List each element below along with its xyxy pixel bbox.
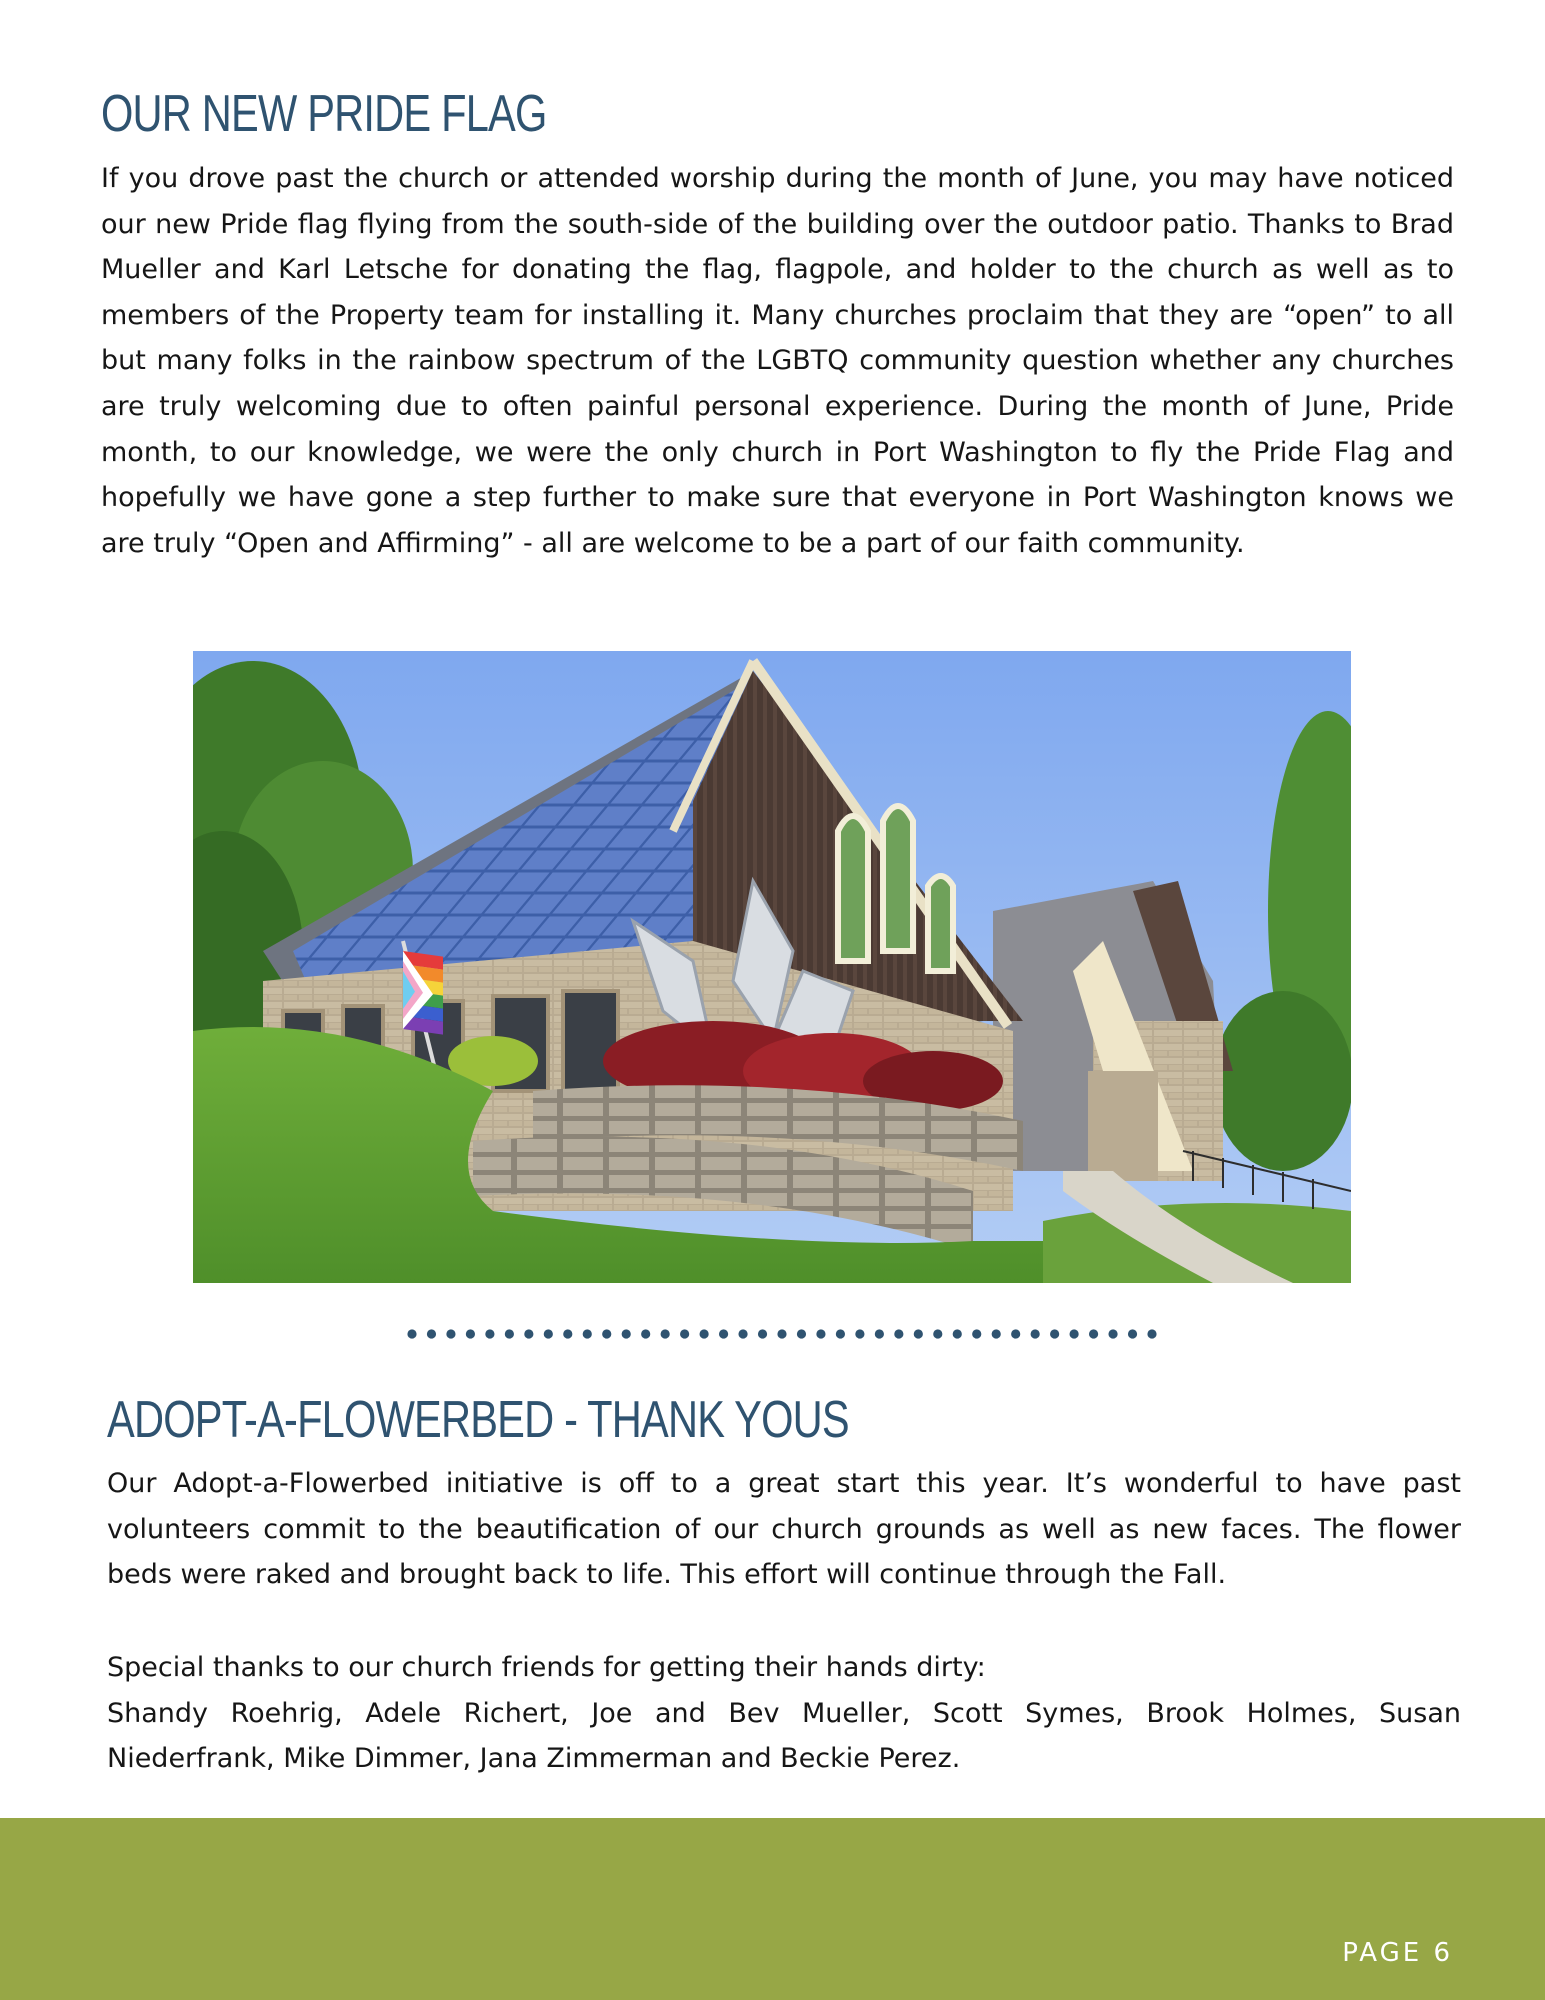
- divider-dot: [446, 1329, 455, 1338]
- divider-dot: [1108, 1329, 1117, 1338]
- pride-flag-paragraph: If you drove past the church or attended worship during the month of June, you may have noticed our new Pride flag flying from the south-side of the building over the outdoor patio. Thanks to Brad Mueller and Karl Letsche for donating the flag, flagpole, and holder to the church as well as to members of the Property team for installing it. Many churches proclaim that they are “open” to all but many folks in the rainbow spectrum of the LGBTQ community question whether any churches are truly welcoming due to often painful personal experience. During the month of June, Pride month, to our knowledge, we were the only church in Port Washington to fly the Pride Flag and hopefully we have gone a step further to make sure that everyone in Port Washington knows we are truly “Open and Affirming” - all are welcome to be a part of our faith community.: [101, 163, 1454, 559]
- dotted-divider: [407, 1328, 1157, 1340]
- divider-dot: [641, 1329, 650, 1338]
- page-number: PAGE 6: [1342, 1938, 1453, 1968]
- divider-dot: [1147, 1329, 1156, 1338]
- divider-dot: [485, 1329, 494, 1338]
- divider-dot: [622, 1329, 631, 1338]
- divider-dot: [583, 1329, 592, 1338]
- divider-dot: [738, 1329, 747, 1338]
- divider-dot: [700, 1329, 709, 1338]
- divider-dot: [1128, 1329, 1137, 1338]
- divider-dot: [758, 1329, 767, 1338]
- volunteer-names: Shandy Roehrig, Adele Richert, Joe and Bev Mueller, Scott Symes, Brook Holmes, Susan Niederfrank, Mike Dimmer, Jana Zimmerman and Beckie Perez.: [107, 1697, 1461, 1775]
- divider-dot: [953, 1329, 962, 1338]
- divider-dot: [602, 1329, 611, 1338]
- divider-dot: [875, 1329, 884, 1338]
- divider-dot: [855, 1329, 864, 1338]
- thanks-intro: Special thanks to our church friends for getting their hands dirty:: [107, 1652, 986, 1683]
- divider-dot: [777, 1329, 786, 1338]
- divider-dot: [1089, 1329, 1098, 1338]
- divider-dot: [719, 1329, 728, 1338]
- divider-dot: [427, 1329, 436, 1338]
- divider-dot: [1050, 1329, 1059, 1338]
- divider-dot: [992, 1329, 1001, 1338]
- divider-dot: [933, 1329, 942, 1338]
- divider-dot: [661, 1329, 670, 1338]
- divider-dot: [563, 1329, 572, 1338]
- divider-dot: [1070, 1329, 1079, 1338]
- divider-dot: [466, 1329, 475, 1338]
- section-title-adopt-a-flowerbed: ADOPT-A-FLOWERBED - THANK YOUS: [107, 1391, 849, 1449]
- divider-dot: [914, 1329, 923, 1338]
- divider-dot: [407, 1329, 416, 1338]
- thanks-block: [107, 1645, 1461, 1782]
- divider-dot: [972, 1329, 981, 1338]
- divider-dot: [797, 1329, 806, 1338]
- flowerbed-paragraph: Our Adopt-a-Flowerbed initiative is off to a great start this year. It’s wonderful to have past volunteers commit to the beautification of our church grounds as well as new faces. The flower beds were raked and brought back to life. This effort will continue through the Fall.: [107, 1468, 1461, 1591]
- divider-dot: [544, 1329, 553, 1338]
- divider-dot: [680, 1329, 689, 1338]
- footer-band: [0, 1818, 1545, 2000]
- divider-dot: [836, 1329, 845, 1338]
- church-photo: [193, 651, 1351, 1283]
- section-title-pride-flag: OUR NEW PRIDE FLAG: [101, 85, 547, 143]
- divider-dot: [816, 1329, 825, 1338]
- divider-dot: [505, 1329, 514, 1338]
- divider-dot: [1011, 1329, 1020, 1338]
- divider-dot: [1031, 1329, 1040, 1338]
- divider-dot: [894, 1329, 903, 1338]
- divider-dot: [524, 1329, 533, 1338]
